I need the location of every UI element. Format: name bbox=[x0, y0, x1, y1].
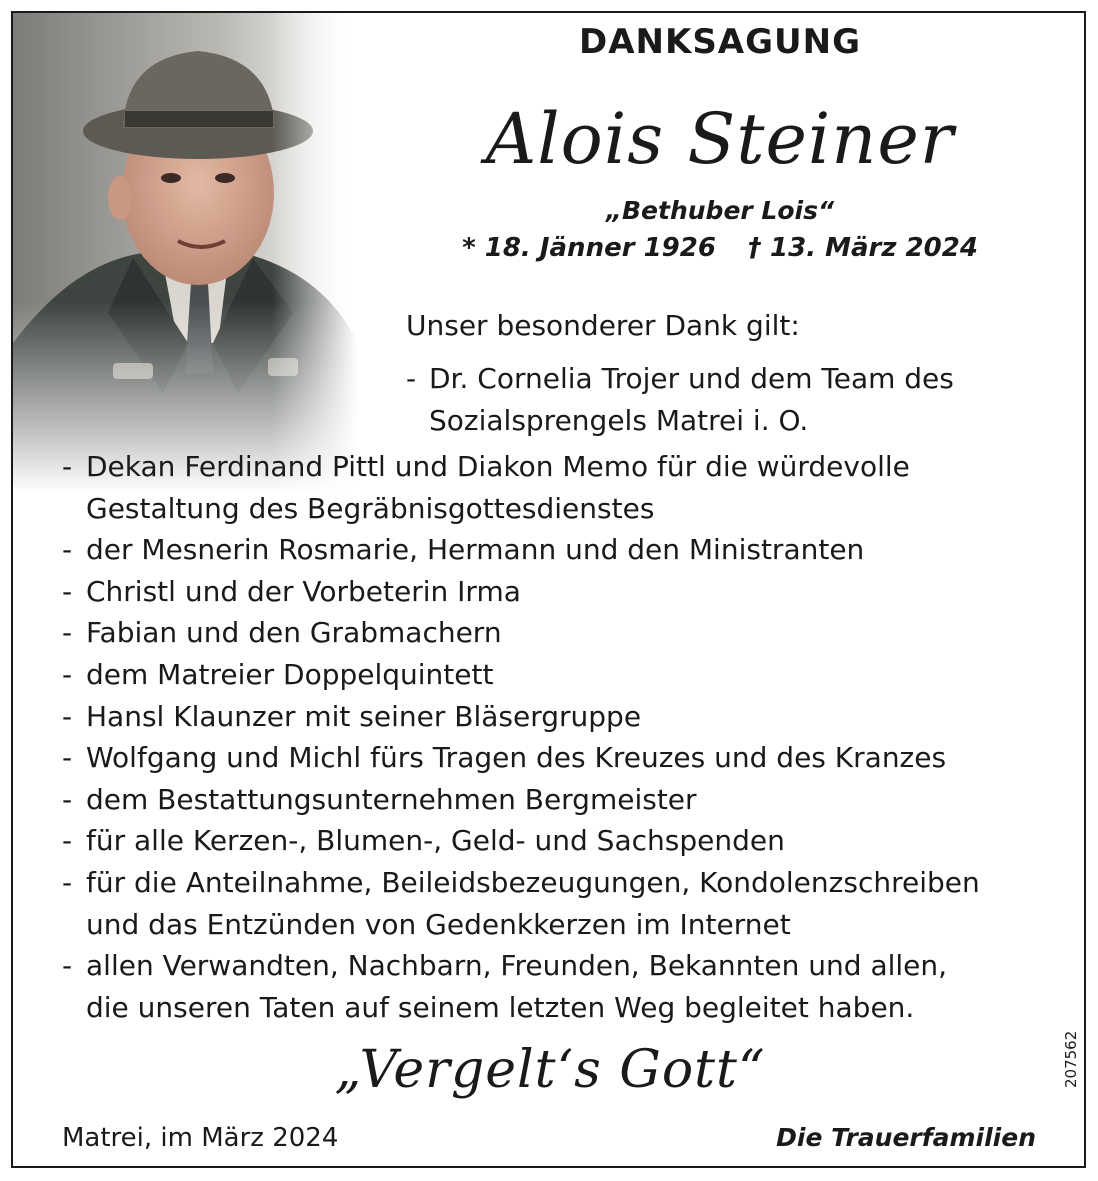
list-dash: - bbox=[62, 533, 73, 567]
thanks-item bbox=[62, 820, 1072, 862]
thanks-line: der Mesnerin Rosmarie, Hermann und den Ministranten bbox=[86, 533, 865, 567]
list-dash: - bbox=[62, 657, 73, 691]
thanks-item-continued bbox=[62, 904, 1072, 946]
thanks-line: dem Matreier Doppelquintett bbox=[86, 657, 494, 691]
thanks-item bbox=[62, 571, 1072, 613]
thanks-item bbox=[62, 446, 1072, 488]
list-dash: - bbox=[62, 699, 73, 733]
thanks-item bbox=[62, 529, 1072, 571]
thanks-line: Hansl Klaunzer mit seiner Bläsergruppe bbox=[86, 699, 642, 733]
thanks-item bbox=[62, 654, 1072, 696]
thanks-line: Dr. Cornelia Trojer und dem Team des bbox=[429, 362, 954, 395]
list-dash: - bbox=[62, 741, 73, 775]
list-dash: - bbox=[62, 616, 73, 650]
notice-heading: DANKSAGUNG bbox=[578, 22, 862, 62]
thanks-item bbox=[62, 862, 1072, 904]
list-dash: - bbox=[62, 949, 73, 983]
thanks-line: die unseren Taten auf seinem letzten Weg begleitet haben. bbox=[86, 990, 915, 1024]
thanks-line: Gestaltung des Begräbnisgottesdienstes bbox=[86, 491, 655, 525]
thanks-item bbox=[62, 696, 1072, 738]
thanks-intro: Unser besonderer Dank gilt: bbox=[406, 309, 800, 342]
birth-date: * 18. Jänner 1926 bbox=[462, 233, 716, 263]
list-dash: - bbox=[62, 865, 73, 899]
list-dash: - bbox=[62, 574, 73, 608]
thanks-line: Christl und der Vorbeterin Irma bbox=[86, 574, 521, 608]
deceased-nickname: „Bethuber Lois“ bbox=[605, 196, 835, 225]
thanks-item bbox=[62, 945, 1072, 987]
signature: Die Trauerfamilien bbox=[776, 1123, 1036, 1152]
list-dash: - bbox=[62, 824, 73, 858]
thanks-line: Dekan Ferdinand Pittl und Diakon Memo für die würdevolle bbox=[86, 450, 910, 483]
closing-phrase: „Vergelt‘s Gott“ bbox=[334, 1040, 766, 1100]
thanks-item bbox=[62, 612, 1072, 654]
thanks-item-continued bbox=[62, 488, 1072, 530]
thanks-line: für die Anteilnahme, Beileidsbezeugungen, Kondolenzschreiben bbox=[86, 865, 980, 899]
deceased-name: Alois Steiner bbox=[485, 98, 955, 180]
thanks-line: Wolfgang und Michl fürs Tragen des Kreuzes und des Kranzes bbox=[86, 741, 947, 775]
death-date: † 13. März 2024 bbox=[747, 233, 978, 263]
portrait-photo bbox=[13, 13, 358, 493]
thanks-line: allen Verwandten, Nachbarn, Freunden, Bekannten und allen, bbox=[86, 949, 948, 983]
thanks-item-continued bbox=[62, 987, 1072, 1029]
thanks-line: Fabian und den Grabmachern bbox=[86, 616, 502, 650]
thanks-list bbox=[62, 446, 1072, 1028]
thanks-item bbox=[62, 779, 1072, 821]
thanks-line: Sozialsprengels Matrei i. O. bbox=[429, 404, 809, 437]
thanks-line: und das Entzünden von Gedenkkerzen im Internet bbox=[86, 907, 791, 941]
place-date: Matrei, im März 2024 bbox=[62, 1123, 339, 1153]
thanks-line: für alle Kerzen-, Blumen-, Geld- und Sachspenden bbox=[86, 824, 785, 858]
list-dash: - bbox=[62, 450, 73, 483]
thanks-line: dem Bestattungsunternehmen Bergmeister bbox=[86, 782, 697, 816]
thanks-item bbox=[62, 737, 1072, 779]
reference-number: 207562 bbox=[1062, 1030, 1080, 1088]
life-dates bbox=[420, 233, 1020, 263]
list-dash: - bbox=[62, 782, 73, 816]
list-dash: - bbox=[406, 362, 417, 395]
